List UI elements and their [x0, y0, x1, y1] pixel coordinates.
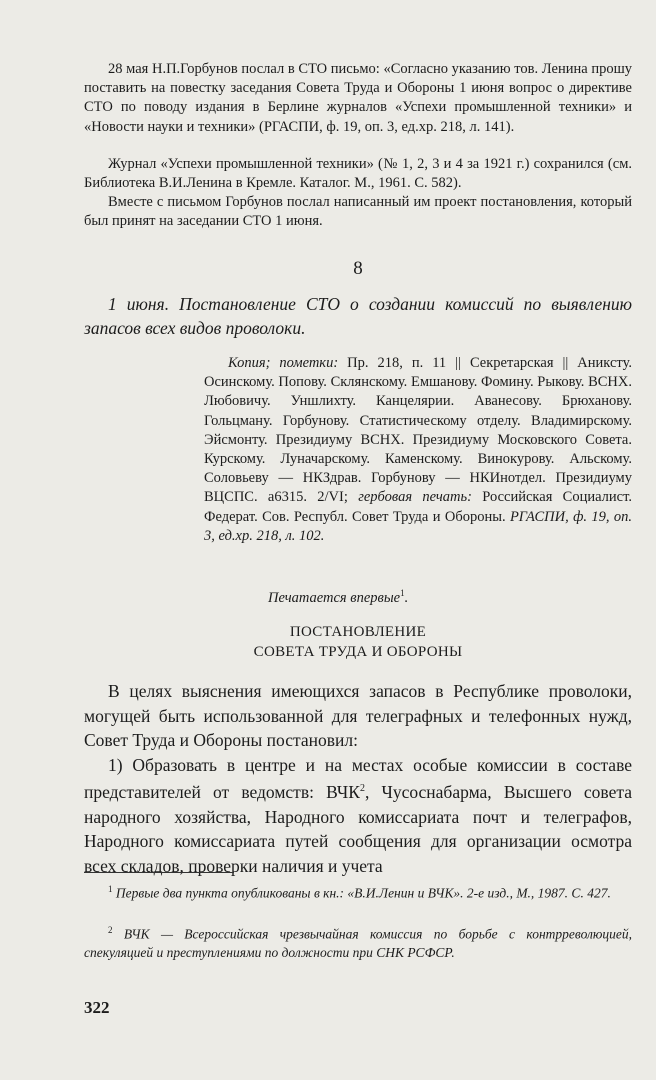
footnote-divider [84, 872, 234, 873]
resolution-heading: ПОСТАНОВЛЕНИЕ [289, 624, 427, 640]
intro-paragraph-1: 28 мая Н.П.Горбунов послал в СТО письмо: «Согласно указанию тов. Ленина прошу поставить на повестку заседания Совета Труда и Обороны 1 июня вопрос о директиве СТО по поводу издания в Берлине журналов «Успехи промышленной техники» и «Новости науки и техники» (РГАСПИ, ф. 19, оп. 3, ед.хр. 218, л. 141). [84, 61, 632, 135]
copy-note-stamp-lead: гербовая печать: [358, 489, 472, 506]
document-title: 1 июня. Постановление СТО о создании комиссий по выявлению запасов всех видов проволоки. [84, 294, 632, 338]
copy-note-stamp-body: Российская Социалист. Федерат. Сов. Республ. Совет Труда и Обороны. [204, 489, 632, 525]
copy-note [204, 354, 632, 546]
footnote-2-text: ВЧК — Всероссийская чрезвычайная комиссия по борьбе с контрреволюцией, спекуляцией и преступлениями по должности при СНК РСФСР. [84, 926, 632, 960]
document-number: 8 [353, 258, 363, 279]
body-paragraph-1: В целях выяснения имеющихся запасов в Республике проволоки, могущей быть использованной для телеграфных и телефонных нужд, Совет Труда и Обороны постановил: [84, 681, 632, 751]
footnote-2-number: 2 [108, 925, 113, 935]
intro-paragraph-2: Журнал «Успехи промышленной техники» (№ 1, 2, 3 и 4 за 1921 г.) сохранился (см. Библиотека В.И.Ленина в Кремле. Каталог. М., 1961. С. 582). [84, 156, 632, 192]
body-paragraph-2: 1) Образовать в центре и на местах особые комиссии в составе представителей от ведомств: ВЧК$^2$, Чусоснабарма, Высшего совета народного хозяйства, Народного комиссариата почт и телеграфов, Народного комиссариата путей сообщения для организации осмотра всех складов, проверки наличия и учета [84, 754, 632, 876]
footnote-1-text: Первые два пункта опубликованы в кн.: «В.И.Ленин и ВЧК». 2-е изд., М., 1987. С. 427. [115, 885, 611, 901]
footnote-1 [84, 880, 632, 903]
footnote-2 [84, 921, 632, 962]
footnote-ref-2: 2 [359, 783, 365, 795]
resolution-body [84, 679, 632, 879]
footnote-ref-1: 1 [400, 588, 405, 598]
intro-paragraph-3: Вместе с письмом Горбунов послал написанный им проект постановления, который был принят на заседании СТО 1 июня. [84, 194, 632, 230]
footnote-1-number: 1 [108, 884, 113, 894]
published-note: Печатается впервые$^1$. [268, 588, 409, 606]
page-number: 322 [84, 998, 110, 1017]
copy-note-archive: РГАСПИ, ф. 19, оп. 3, ед.хр. 218, л. 102. [204, 508, 632, 544]
published-note-text: Печатается впервые [268, 589, 401, 606]
resolution-subheading: СОВЕТА ТРУДА И ОБОРОНЫ [253, 644, 463, 660]
copy-note-body: Пр. 218, п. 11 || Секретарская || Аниксту. Осинскому. Попову. Склянскому. Емшанову. Фомину. Рыкову. ВСНХ. Любовичу. Уншлихту. Канцелярии. Аванесову. Брюханову. Гольцману. Горбунову. Статистическому отделу. Владимирскому. Эйсмонту. Президиуму ВСНХ. Президиуму Московского Совета. Курскому. Луначарскому. Каменскому. Винокурову. Альскому. Соловьеву — НКЗдрав. Горбунову — НКИнотдел. Президиуму ВЦСПС. а6315. 2/VI; [204, 355, 632, 506]
copy-note-lead: Копия; пометки: [228, 355, 339, 371]
